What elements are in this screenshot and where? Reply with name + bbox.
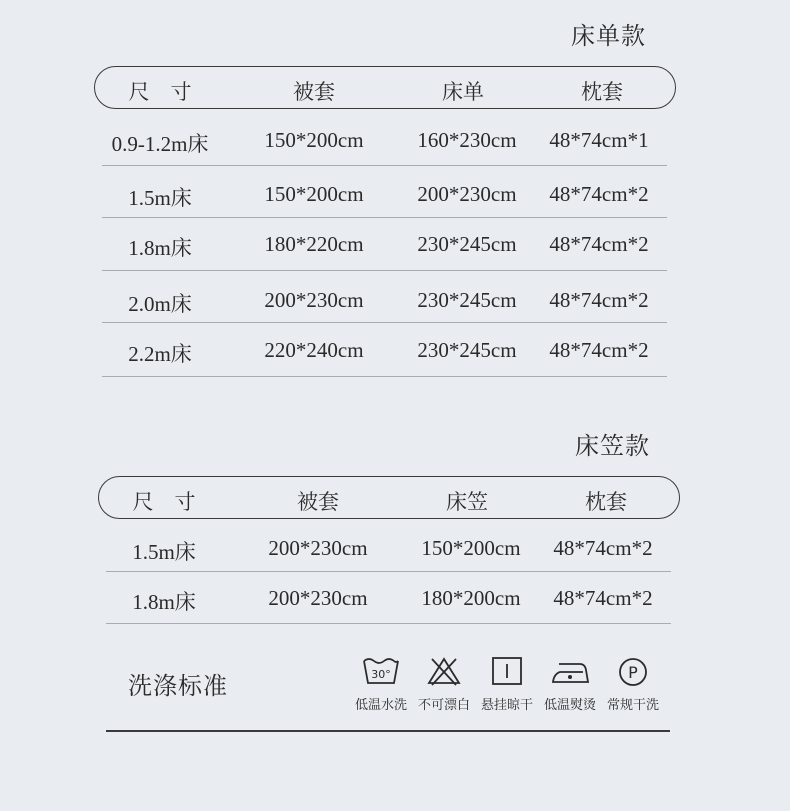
- care-label: 低温水洗: [354, 698, 407, 713]
- row-divider: [102, 376, 667, 377]
- table-cell: 48*74cm*2: [553, 586, 653, 610]
- table-cell: 2.0m床: [128, 292, 192, 316]
- care-item-hang-dry: [474, 656, 540, 713]
- row-divider: [106, 571, 671, 572]
- table-cell: 1.8m床: [132, 590, 196, 614]
- hang-dry-icon: [487, 656, 527, 686]
- header-size: 尺 寸: [132, 490, 196, 514]
- bottom-divider: [106, 730, 670, 732]
- table-cell: 180*220cm: [264, 232, 364, 256]
- table-cell: 150*200cm: [264, 182, 364, 206]
- row-divider: [102, 270, 667, 271]
- header-pillowcase: 枕套: [585, 490, 627, 514]
- table-cell: 230*245cm: [417, 338, 517, 362]
- care-item-wash: [348, 656, 414, 713]
- fitted-sheet-title: 床笠款: [575, 432, 650, 460]
- table-cell: 1.8m床: [128, 236, 192, 260]
- table-cell: 230*245cm: [417, 232, 517, 256]
- table-cell: 150*200cm: [421, 536, 521, 560]
- care-item-low-iron: [537, 656, 603, 713]
- care-item-dry-clean: [600, 656, 666, 713]
- table-cell: 0.9-1.2m床: [111, 132, 209, 156]
- row-divider: [106, 623, 671, 624]
- table-cell: 200*230cm: [264, 288, 364, 312]
- header-duvet-cover: 被套: [293, 80, 335, 104]
- table-cell: 48*74cm*2: [553, 536, 653, 560]
- care-item-no-bleach: [411, 656, 477, 713]
- row-divider: [102, 165, 667, 166]
- row-divider: [102, 217, 667, 218]
- table-cell: 200*230cm: [268, 536, 368, 560]
- header-pillowcase: 枕套: [581, 80, 623, 104]
- table-cell: 48*74cm*2: [549, 182, 649, 206]
- table-cell: 2.2m床: [128, 342, 192, 366]
- table-cell: 48*74cm*2: [549, 338, 649, 362]
- care-label: 低温熨烫: [543, 698, 596, 713]
- dry-clean-icon: [613, 656, 653, 686]
- dry-clean-letter: P: [628, 663, 638, 682]
- table-cell: 150*200cm: [264, 128, 364, 152]
- table-cell: 48*74cm*2: [549, 288, 649, 312]
- table-cell: 1.5m床: [128, 186, 192, 210]
- care-title: 洗涤标准: [128, 672, 228, 700]
- table-cell: 1.5m床: [132, 540, 196, 564]
- row-divider: [102, 322, 667, 323]
- header-size: 尺 寸: [128, 80, 192, 104]
- table-cell: 220*240cm: [264, 338, 364, 362]
- table-cell: 230*245cm: [417, 288, 517, 312]
- low-iron-icon: [550, 656, 590, 686]
- care-label: 不可漂白: [417, 698, 470, 713]
- table-cell: 200*230cm: [417, 182, 517, 206]
- header-duvet-cover: 被套: [297, 490, 339, 514]
- care-label: 常规干洗: [606, 698, 659, 713]
- wash-30-icon: [361, 656, 401, 686]
- header-flat-sheet: 床单: [442, 80, 484, 104]
- table-cell: 48*74cm*1: [549, 128, 649, 152]
- flat-sheet-title: 床单款: [571, 22, 646, 50]
- header-fitted-sheet: 床笠: [446, 490, 488, 514]
- table-cell: 160*230cm: [417, 128, 517, 152]
- wash-temperature: 30°: [371, 668, 391, 681]
- table-cell: 200*230cm: [268, 586, 368, 610]
- table-cell: 48*74cm*2: [549, 232, 649, 256]
- no-bleach-icon: [424, 656, 464, 686]
- care-label: 悬挂晾干: [480, 698, 533, 713]
- table-cell: 180*200cm: [421, 586, 521, 610]
